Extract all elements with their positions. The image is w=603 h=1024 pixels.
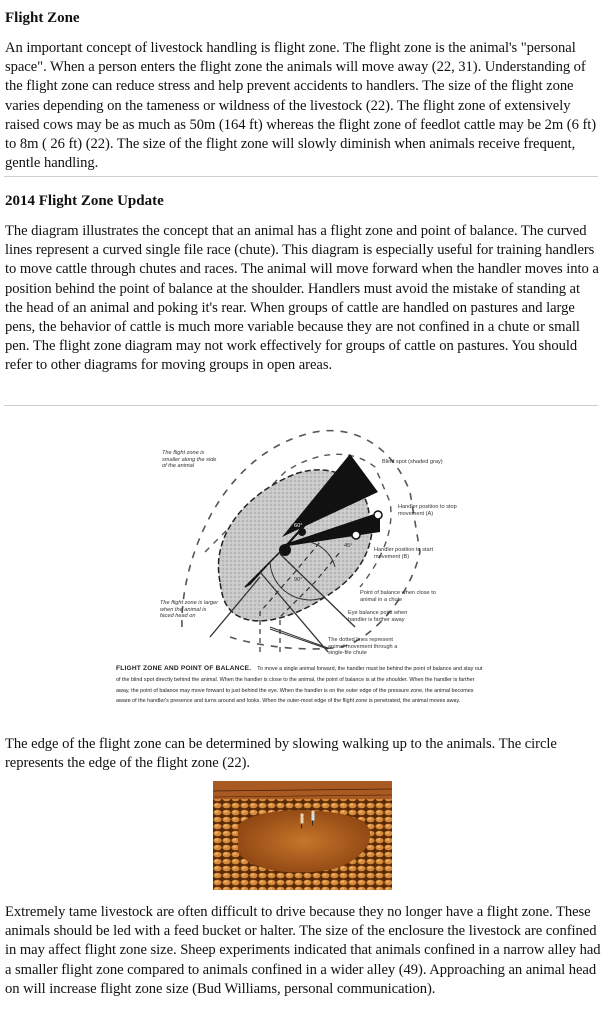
- flight-zone-update-paragraph: The diagram illustrates the concept that an animal has a flight zone and point of balance. The curved lines represent a curved single file race (chute). This diagram is especially useful for training handlers to move cattle through chutes and races. The animal will move forward when the handler moves into a position behind the point of balance at the shoulder. Handlers must avoid the mistake of standing at the head of an animal and poking it's rear. When groups of cattle are handled on pastures and large pens, the behavior of cattle is much more variable because they are not confined in a chute or small pen. The flight zone diagram may not work effectively for groups of cattle on pastures. You should refer to other diagrams for moving groups in open areas.: [5, 223, 599, 374]
- diagram-caption-text: To move a single animal forward, the handler must be behind the point of balance and stay out of the blind spot directly behind the animal. When the handler is close to the animal, the point of balance is at the shoulder. When the handler is farther away, the point of balance may move forward to just behind the eye. When the handler is on the outer edge of the pressure zone, the animal becomes aware of the handler's presence and turns around and looks. When the outer-most edge of the flight zone is penetrated, the animal moves away.: [116, 666, 483, 705]
- label-head-on-note: The flight zone is larger when the animal is faced head on: [160, 600, 219, 620]
- label-angle-90: 90°: [294, 577, 303, 583]
- label-angle-45: 45°: [344, 543, 353, 549]
- label-point-of-balance: Point of balance when close to animal in a chute: [360, 590, 436, 603]
- flight-zone-paragraph: An important concept of livestock handling is flight zone. The flight zone is the animal's "personal space". When a person enters the flight zone the animals will move away (22, 31). Understanding of the flight zone can reduce stress and help prevent accidents to handlers. The size of the flight zone varies depending on the tameness or wildness of the livestock (22). The flight zone of extensively raised cows may be as much as 50m (164 ft) whereas the flight zone of feedlot cattle may be 2m (6 ft) to 8m ( 26 ft) (22). The size of the flight zone will slowly diminish when animals receive frequent, gentle handling.: [5, 40, 597, 172]
- flight-zone-edge-paragraph: The edge of the flight zone can be determined by slowing walking up to the animals. The circle represents the edge of the flight zone (22).: [5, 736, 557, 772]
- flight-zone-diagram: [110, 412, 540, 724]
- label-angle-60: 60°: [294, 523, 303, 529]
- label-eye-balance: Eye balance point when handler is farther away: [348, 610, 408, 623]
- label-dotted-lines: The dotted lines represent animal movement through a single-file chute: [328, 637, 398, 657]
- label-handler-start: Handler position to start movement (B): [374, 547, 434, 560]
- flight-zone-heading: Flight Zone: [5, 10, 80, 26]
- label-side-note: The flight zone is smaller along the side of the animal: [162, 450, 217, 470]
- flight-zone-update-heading: 2014 Flight Zone Update: [5, 193, 164, 209]
- handler-stop-marker: [374, 511, 382, 519]
- section-divider: [4, 176, 598, 177]
- label-handler-stop: Handler position to stop movement (A): [398, 504, 457, 517]
- diagram-caption-title: FLIGHT ZONE AND POINT OF BALANCE.: [116, 665, 252, 672]
- section-divider: [4, 405, 598, 406]
- tame-livestock-paragraph: Extremely tame livestock are often difficult to drive because they no longer have a flight zone. These animals should be led with a feed bucket or halter. The size of the enclosure the livestock are confined in may affect flight zone size. Sheep experiments indicated that animals confined in a narrow alley had a smaller flight zone compared to animals confined in a wider alley (49). Approaching an animal head on will increase flight zone size (Bud Williams, personal communication).: [5, 904, 601, 997]
- sheep-circle-photo: [213, 781, 392, 890]
- handler-start-marker: [352, 531, 360, 539]
- label-blind-spot: Blind spot (shaded gray): [382, 459, 443, 465]
- diagram-caption: [116, 664, 488, 707]
